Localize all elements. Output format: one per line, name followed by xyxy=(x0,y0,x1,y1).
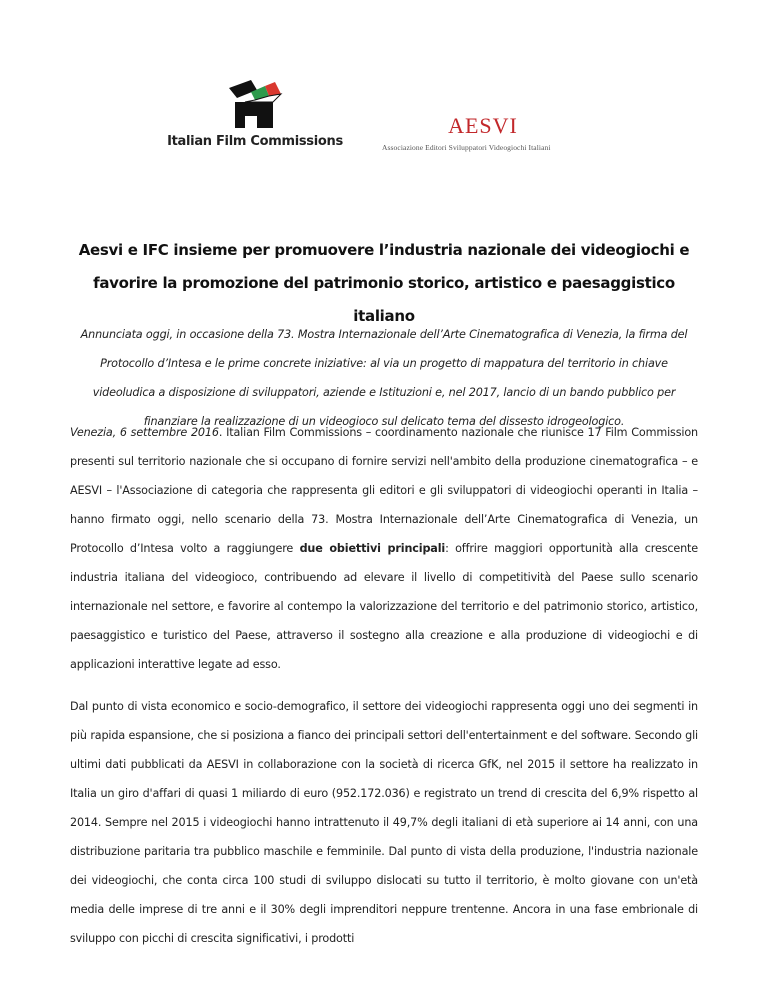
aesvi-logo-tagline: Associazione Editori Sviluppatori Videogiochi Italiani xyxy=(382,143,551,152)
aesvi-logo-name: AESVI xyxy=(448,113,518,138)
press-release-title: Aesvi e IFC insieme per promuovere l’industria nazionale dei videogiochi e favorire la promozione del patrimonio storico, artistico e paesaggistico italiano xyxy=(78,241,690,325)
aesvi-logo xyxy=(370,113,620,153)
paragraph-1-text-b: : offrire maggiori opportunità alla crescente industria italiana del videogioco, contribuendo ad elevare il livello di competitività del Paese sullo scenario internazionale nel settore, e favorire al contempo la valorizzazione del territorio e del patrimonio storico, artistico, paesaggistico e turistico del Paese, attraverso il sostegno alla creazione e alla produzione di videogiochi e di applicazioni interattive legate ad esso. xyxy=(70,542,699,671)
paragraph-1-text-a: . Italian Film Commissions – coordinamento nazionale che riunisce 17 Film Commission presenti sul territorio nazionale che si occupano di fornire servizi nell'ambito della produzione cinematografica – e AESVI – l'Associazione di categoria che rappresenta gli editori e gli sviluppatori di videogiochi operanti in Italia – hanno firmato oggi, nello scenario della 73. Mostra Internazionale dell’Arte Cinematografica di Venezia, un Protocollo d’Intesa volto a raggiungere xyxy=(70,426,698,555)
dateline: Venezia, 6 settembre 2016 xyxy=(70,426,219,439)
body-paragraph-1 xyxy=(70,418,698,679)
press-release-subtitle: Annunciata oggi, in occasione della 73. Mostra Internazionale dell’Arte Cinematografica di Venezia, la firma del Protocollo d’Intesa e le prime concrete iniziative: al via un progetto di mappatura del territorio in chiave videoludica a disposizione di sviluppatori, aziende e Istituzioni e, nel 2017, lancio di un bando pubblico per finanziare la realizzazione di un videogioco sul delicato tema del dissesto idrogeologico. xyxy=(80,328,688,428)
film-clapper-icon xyxy=(225,80,285,132)
body-paragraph-2: Dal punto di vista economico e socio-demografico, il settore dei videogiochi rappresenta oggi uno dei segmenti in più rapida espansione, che si posiziona a fianco dei principali settori dell'entertainment e del software. Secondo gli ultimi dati pubblicati da AESVI in collaborazione con la società di ricerca GfK, nel 2015 il settore ha realizzato in Italia un giro d'affari di quasi 1 miliardo di euro (952.172.036) e registrato un trend di crescita del 6,9% rispetto al 2014. Sempre nel 2015 i videogiochi hanno intrattenuto il 49,7% degli italiani di età superiore ai 14 anni, con una distribuzione paritaria tra pubblico maschile e femminile. Dal punto di vista della produzione, l'industria nazionale dei videogiochi, che conta circa 100 studi di sviluppo dislocati su tutto il territorio, è molto giovane con un'età media delle imprese di tre anni e il 30% degli imprenditori neppure trentenne. Ancora in una fase embrionale di sviluppo con picchi di crescita significativi, i prodotti xyxy=(70,700,698,945)
italian-film-commissions-logo xyxy=(165,80,345,160)
ifc-logo-text: Italian Film Commissions xyxy=(167,134,343,149)
paragraph-1-bold: due obiettivi principali xyxy=(299,542,446,555)
